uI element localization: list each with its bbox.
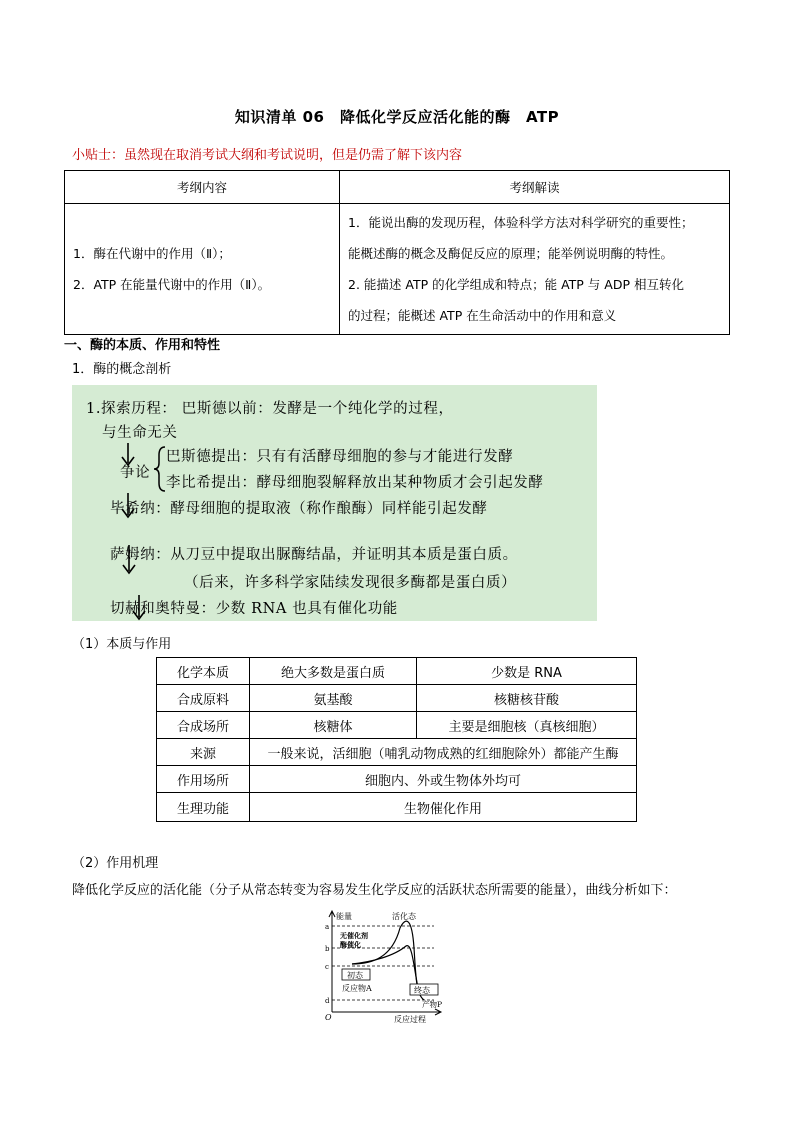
table-row <box>157 793 637 822</box>
enzyme-nature-table <box>156 657 637 822</box>
row-label: 合成场所 <box>157 712 250 739</box>
mechanism-text: 降低化学反应的活化能（分子从常态转变为容易发生化学反应的活跃状态所需要的能量），曲线分析如下： <box>72 883 677 898</box>
outline-content-line: 1．酶在代谢中的作用（Ⅱ）； <box>73 246 231 261</box>
product-label: 产物P <box>422 1000 443 1009</box>
interpretation-line: 能概述酶的概念及酶促反应的原理；能举例说明酶的特性。 <box>348 246 674 261</box>
interpretation-line: 1．能说出酶的发现历程，体验科学方法对科学研究的重要性； <box>348 215 694 230</box>
exam-outline-table <box>64 170 730 335</box>
table-row <box>157 739 637 766</box>
no-catalyst-label: 无催化剂 <box>340 931 368 940</box>
interpretation-line: 2. 能描述 ATP 的化学组成和特点；能 ATP 与 ADP 相互转化 <box>348 277 684 292</box>
sumner-line: 萨姆纳：从刀豆中提取出脲酶结晶，并证明其本质是蛋白质。 <box>110 547 518 563</box>
table-cell: 绝大多数是蛋白质 <box>250 658 417 685</box>
table-row <box>157 685 637 712</box>
mechanism-subheading: （2）作用机理 <box>72 856 159 871</box>
table-cell: 主要是细胞核（真核细胞） <box>417 712 637 739</box>
row-label: 合成原料 <box>157 685 250 712</box>
header-interpretation: 考纲解读 <box>340 171 730 204</box>
origin-label: O <box>325 1013 332 1022</box>
level-b-label: b <box>325 945 330 953</box>
row-label: 作用场所 <box>157 766 250 793</box>
tip-text: 小贴士：虽然现在取消考试大纲和考试说明，但是仍需了解下该内容 <box>72 148 463 163</box>
nature-subheading: （1）本质与作用 <box>72 637 172 652</box>
interpretation-line: 的过程；能概述 ATP 在生命活动中的作用和意义 <box>348 308 617 323</box>
level-a-label: a <box>325 923 330 931</box>
table-cell: 核糖体 <box>250 712 417 739</box>
enzyme-label: 酶催化 <box>340 940 361 949</box>
table-cell: 细胞内、外或生物体外均可 <box>250 766 637 793</box>
row-label: 来源 <box>157 739 250 766</box>
history-line-1: 1.探索历程： 巴斯德以前：发酵是一个纯化学的过程， <box>86 401 454 417</box>
outline-content-cell <box>65 204 340 335</box>
row-label: 生理功能 <box>157 793 250 822</box>
table-row <box>157 712 637 739</box>
liebig-line: 李比希提出：酵母细胞裂解释放出某种物质才会引起发酵 <box>166 475 544 491</box>
table-row <box>157 766 637 793</box>
history-line-2: 与生命无关 <box>102 425 178 441</box>
outline-interpretation-cell <box>340 204 730 335</box>
reactant-label: 反应物A <box>342 984 372 993</box>
table-row <box>157 658 637 685</box>
x-axis-label: 反应过程 <box>394 1015 426 1024</box>
level-c-label: c <box>325 963 329 971</box>
activation-energy-figure <box>322 908 450 1024</box>
table-cell: 核糖核苷酸 <box>417 685 637 712</box>
table-cell: 一般来说，活细胞（哺乳动物成熟的红细胞除外）都能产生酶 <box>250 739 637 766</box>
table-cell: 氨基酸 <box>250 685 417 712</box>
outline-content-line: 2．ATP 在能量代谢中的作用（Ⅱ）。 <box>73 277 271 292</box>
page-title: 知识清单 06 降低化学反应活化能的酶 ATP <box>234 108 560 126</box>
initial-state-label: 初态 <box>347 971 363 980</box>
pasteur-line: 巴斯德提出：只有有活酵母细胞的参与才能进行发酵 <box>166 449 514 465</box>
final-state-label: 终态 <box>414 986 430 995</box>
table-cell: 少数是 RNA <box>417 658 637 685</box>
dispute-label: 争论 <box>120 465 151 481</box>
active-state-label: 活化态 <box>392 912 416 921</box>
later-line: （后来，许多科学家陆续发现很多酶都是蛋白质） <box>184 575 517 591</box>
y-axis-label: 能量 <box>336 912 352 921</box>
row-label: 化学本质 <box>157 658 250 685</box>
subsection-heading: 1．酶的概念剖析 <box>72 362 172 377</box>
enzyme-history-box <box>72 385 597 621</box>
header-content: 考纲内容 <box>65 171 340 204</box>
cech-line: 切赫和奥特曼：少数 RNA 也具有催化功能 <box>110 601 398 617</box>
section-heading: 一、酶的本质、作用和特性 <box>64 338 221 353</box>
buchner-line: 毕希纳：酵母细胞的提取液（称作酿酶）同样能引起发酵 <box>110 501 488 517</box>
table-cell: 生物催化作用 <box>250 793 637 822</box>
level-d-label: d <box>325 997 330 1005</box>
